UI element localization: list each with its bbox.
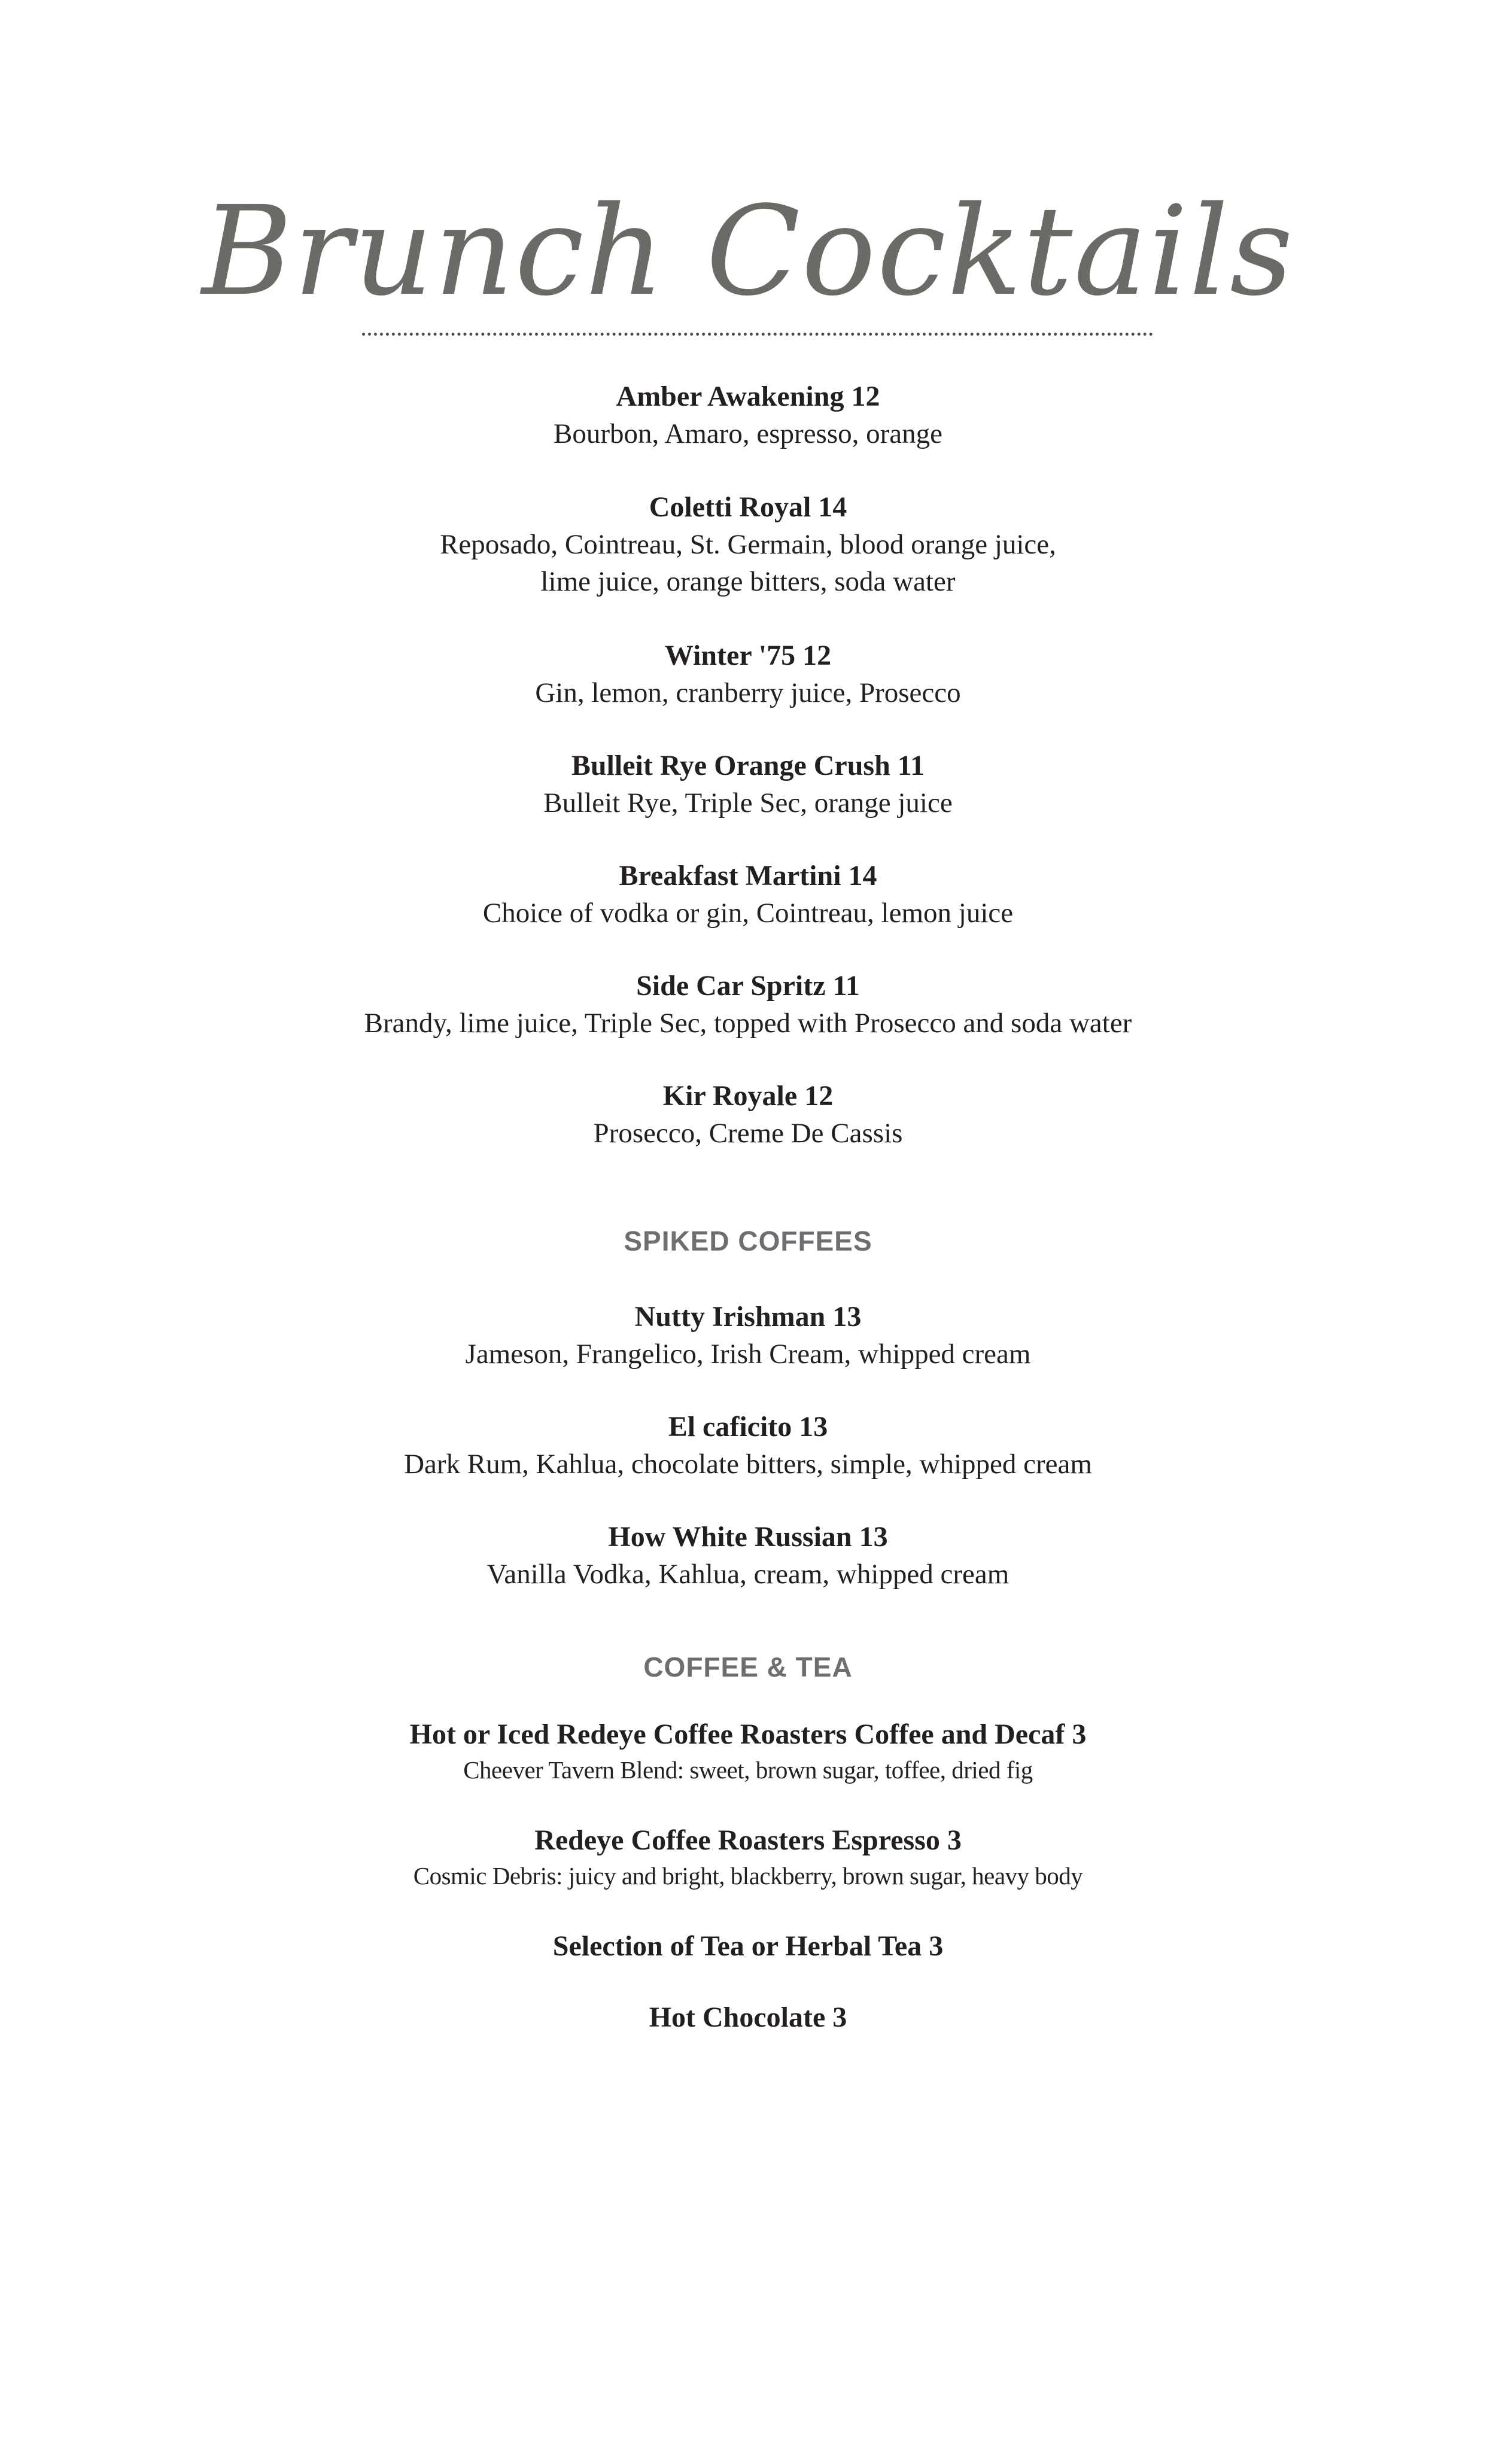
menu-item [0, 637, 1496, 711]
item-description: Choice of vodka or gin, Cointreau, lemon juice [482, 898, 1014, 929]
menu-item [0, 1999, 1496, 2036]
item-name: Redeye Coffee Roasters Espresso 3 [534, 1824, 962, 1856]
item-name: Hot or Iced Redeye Coffee Roasters Coffee and Decaf 3 [409, 1718, 1087, 1750]
menu-item [0, 1928, 1496, 1965]
section-heading-coffee-tea: COFFEE & TEA [643, 1651, 853, 1683]
item-name: Breakfast Martini 14 [619, 860, 877, 892]
item-description: lime juice, orange bitters, soda water [540, 566, 956, 597]
menu-title: Brunch Cocktails [202, 180, 1294, 323]
item-description: Vanilla Vodka, Kahlua, cream, whipped cream [486, 1559, 1010, 1590]
item-name: How White Russian 13 [608, 1521, 888, 1553]
item-description: Bulleit Rye, Triple Sec, orange juice [543, 787, 953, 819]
item-description: Reposado, Cointreau, St. Germain, blood orange juice, [440, 529, 1056, 560]
menu-item [0, 1298, 1496, 1373]
menu-item [0, 378, 1496, 452]
menu-item [0, 489, 1496, 600]
item-name: Amber Awakening 12 [616, 381, 880, 412]
item-description: Prosecco, Creme De Cassis [593, 1118, 903, 1149]
item-name: Selection of Tea or Herbal Tea 3 [552, 1930, 944, 1962]
menu-item [0, 968, 1496, 1042]
item-name: Coletti Royal 14 [649, 491, 847, 523]
section-heading-spiked-coffees: SPIKED COFFEES [624, 1225, 872, 1257]
item-name: Winter '75 12 [664, 640, 832, 671]
item-name: Bulleit Rye Orange Crush 11 [571, 750, 925, 781]
item-description: Jameson, Frangelico, Irish Cream, whipped cream [465, 1339, 1031, 1370]
item-name: Side Car Spritz 11 [636, 970, 860, 1002]
item-description: Cheever Tavern Blend: sweet, brown sugar, toffee, dried fig [463, 1756, 1033, 1784]
item-description: Brandy, lime juice, Triple Sec, topped with Prosecco and soda water [364, 1008, 1132, 1039]
item-name: El caficito 13 [668, 1411, 828, 1443]
dotted-divider [362, 333, 1153, 336]
item-description: Cosmic Debris: juicy and bright, blackberry, brown sugar, heavy body [413, 1862, 1083, 1890]
item-name: Hot Chocolate 3 [649, 2001, 847, 2033]
menu-item [0, 857, 1496, 932]
menu-item [0, 1822, 1496, 1893]
item-name: Nutty Irishman 13 [634, 1301, 862, 1333]
menu-item [0, 1409, 1496, 1483]
item-description: Dark Rum, Kahlua, chocolate bitters, simple, whipped cream [404, 1449, 1092, 1480]
item-description: Bourbon, Amaro, espresso, orange [553, 418, 943, 449]
menu-item [0, 1716, 1496, 1787]
item-description: Gin, lemon, cranberry juice, Prosecco [535, 677, 961, 708]
menu-item [0, 1519, 1496, 1593]
menu-item [0, 1078, 1496, 1152]
menu-item [0, 747, 1496, 822]
item-name: Kir Royale 12 [662, 1080, 834, 1112]
